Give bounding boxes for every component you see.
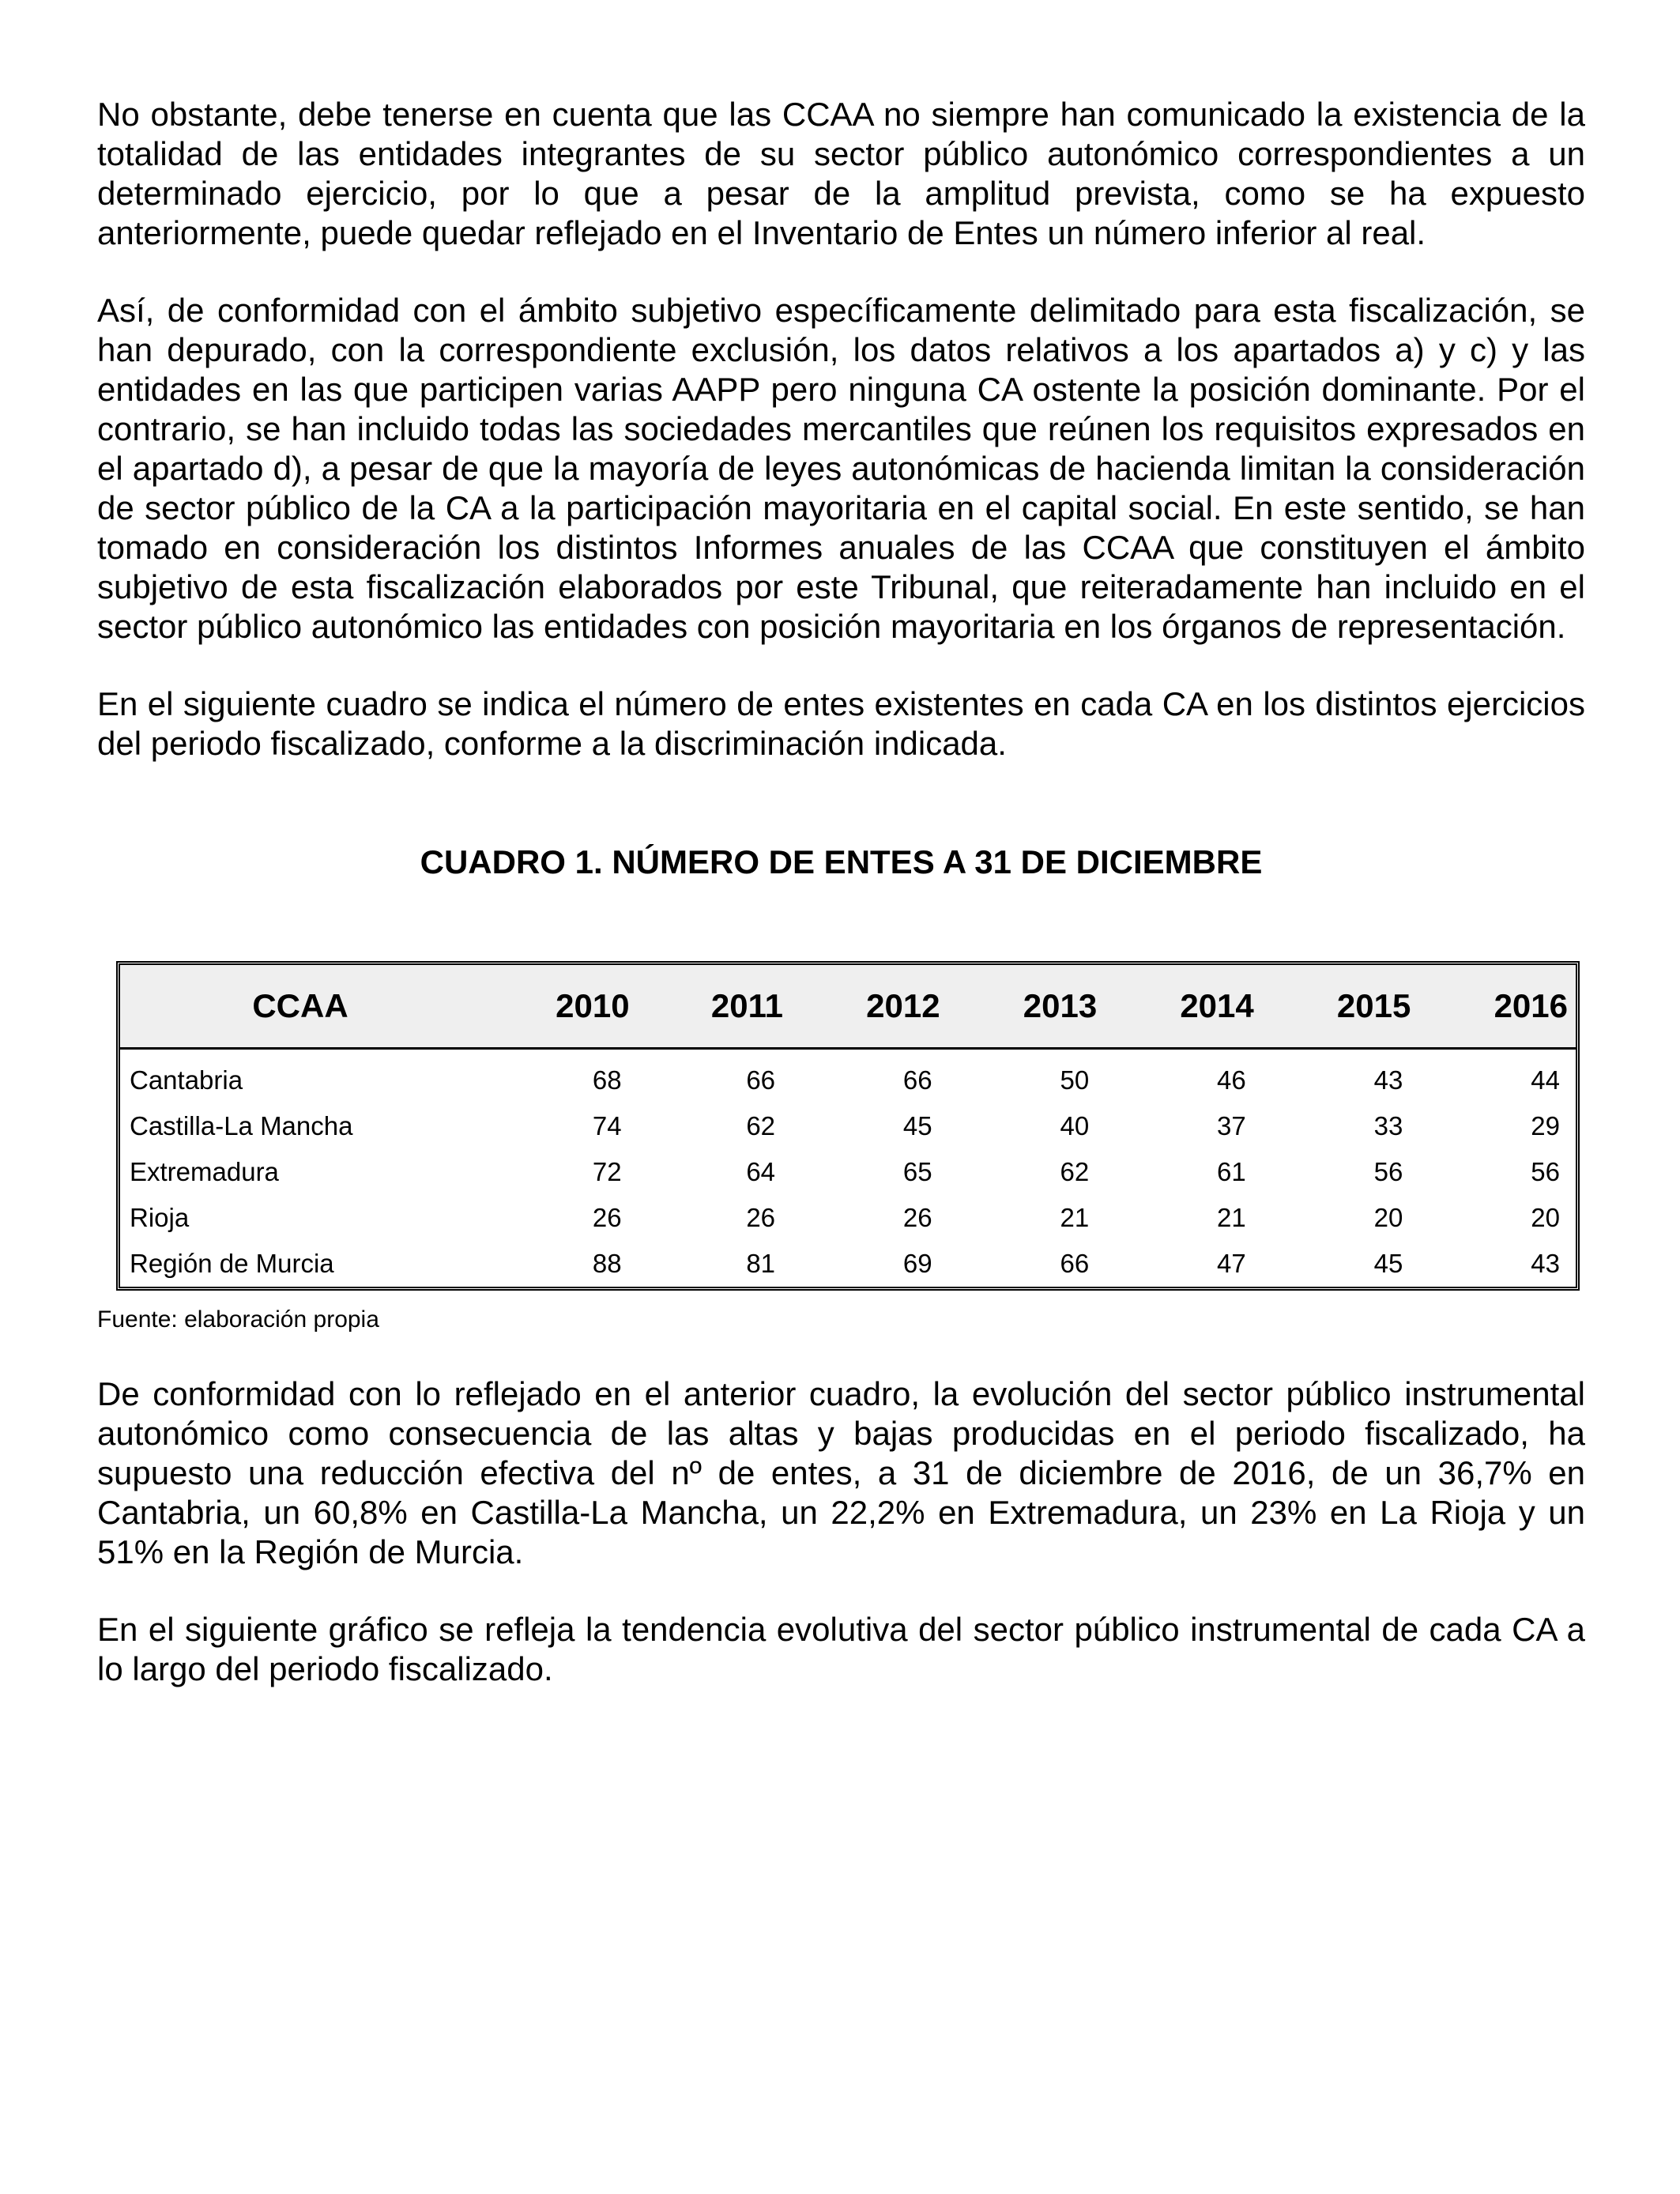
table-cell: 45	[902, 1111, 932, 1140]
table-cell: 29	[1531, 1111, 1560, 1140]
table-row	[120, 1103, 1576, 1149]
header-2016: 2016	[1418, 965, 1576, 1049]
table-cell: 88	[592, 1249, 622, 1278]
paragraph-5: En el siguiente gráfico se refleja la tendencia evolutiva del sector público instrumental de cada CA a lo largo del periodo fiscalizado.	[97, 1611, 1585, 1687]
table-cell: 66	[902, 1065, 932, 1095]
paragraph-4: De conformidad con lo reflejado en el anterior cuadro, la evolución del sector público instrumental autonómico como consecuencia de las altas y bajas producidas en el periodo fiscalizado, ha supuesto una reducción efectiva del nº de entes, a 31 de diciembre de 2016, de un 36,7% en Cantabria, un 60,8% en Castilla-La Mancha, un 22,2% en Extremadura, un 23% en La Rioja y un 51% en la Región de Murcia.	[97, 1375, 1585, 1570]
table-cell: 20	[1373, 1203, 1403, 1232]
table-cell: 61	[1217, 1157, 1246, 1186]
table-cell: 21	[1060, 1203, 1090, 1232]
table-cell: 46	[1217, 1065, 1246, 1095]
table-cell: 26	[746, 1203, 776, 1232]
paragraph-1: No obstante, debe tenerse en cuenta que las CCAA no siempre han comunicado la existencia de la totalidad de las entidades integrantes de su sector público autonómico correspondientes a un determinado ejercicio, por lo que a pesar de la amplitud prevista, como se ha expuesto anteriormente, puede quedar reflejado en el Inventario de Entes un número inferior al real.	[97, 96, 1585, 251]
table-cell: 47	[1217, 1249, 1246, 1278]
table-cell: 64	[746, 1157, 776, 1186]
table-cell: 56	[1373, 1157, 1403, 1186]
entities-table-frame	[116, 961, 1580, 1291]
table-cell: 56	[1531, 1157, 1560, 1186]
table-source: Fuente: elaboración propia	[97, 1306, 379, 1333]
table-cell: 62	[1060, 1157, 1090, 1186]
table-row	[120, 1195, 1576, 1241]
table-cell: 45	[1373, 1249, 1403, 1278]
table-cell: 21	[1217, 1203, 1246, 1232]
header-2011: 2011	[638, 965, 791, 1049]
table-cell: 50	[1060, 1065, 1090, 1095]
table-cell: 66	[1060, 1249, 1090, 1278]
table-cell: 69	[902, 1249, 932, 1278]
table-cell: 20	[1531, 1203, 1560, 1232]
table-cell: 26	[592, 1203, 622, 1232]
table-cell: 66	[746, 1065, 776, 1095]
table-row	[120, 1241, 1576, 1287]
table-row	[120, 1149, 1576, 1195]
header-2010: 2010	[480, 965, 638, 1049]
paragraph-2: Así, de conformidad con el ámbito subjetivo específicamente delimitado para esta fiscalización, se han depurado, con la correspondiente exclusión, los datos relativos a los apartados a) y c) y las entidades en las que participen varias AAPP pero ninguna CA ostente la posición dominante. Por el contrario, se han incluido todas las sociedades mercantiles que reúnen los requisitos expresados en el apartado d), a pesar de que la mayoría de leyes autonómicas de hacienda limitan la consideración de sector público de la CA a la participación mayoritaria en el capital social. En este sentido, se han tomado en consideración los distintos Informes anuales de las CCAA que constituyen el ámbito subjetivo de esta fiscalización elaborados por este Tribunal, que reiteradamente han incluido en el sector público autonómico las entidades con posición mayoritaria en los órganos de representación.	[97, 292, 1585, 645]
header-ccaa: CCAA	[120, 965, 480, 1049]
table-cell: 40	[1060, 1111, 1090, 1140]
row-name: Región de Murcia	[130, 1249, 334, 1278]
table-title: CUADRO 1. NÚMERO DE ENTES A 31 DE DICIEMBRE	[420, 843, 1263, 880]
table-cell: 81	[746, 1249, 776, 1278]
table-cell: 74	[592, 1111, 622, 1140]
table-cell: 43	[1373, 1065, 1403, 1095]
row-name: Rioja	[130, 1203, 190, 1232]
table-cell: 65	[902, 1157, 932, 1186]
table-cell: 68	[592, 1065, 622, 1095]
table-cell: 33	[1373, 1111, 1403, 1140]
row-name: Cantabria	[130, 1065, 243, 1095]
row-name: Extremadura	[130, 1157, 279, 1186]
table-cell: 72	[592, 1157, 622, 1186]
entities-table	[120, 965, 1576, 1287]
table-cell: 62	[746, 1111, 776, 1140]
header-2013: 2013	[948, 965, 1106, 1049]
table-row	[120, 1049, 1576, 1104]
header-2012: 2012	[791, 965, 948, 1049]
paragraph-3: En el siguiente cuadro se indica el número de entes existentes en cada CA en los distintos ejercicios del periodo fiscalizado, conforme a la discriminación indicada.	[97, 685, 1585, 762]
table-cell: 37	[1217, 1111, 1246, 1140]
document-page	[97, 95, 1585, 1689]
table-cell: 43	[1531, 1249, 1560, 1278]
table-cell: 44	[1531, 1065, 1560, 1095]
row-name: Castilla-La Mancha	[130, 1111, 353, 1140]
header-2015: 2015	[1262, 965, 1419, 1049]
table-header-row	[120, 965, 1576, 1049]
header-2014: 2014	[1105, 965, 1262, 1049]
table-cell: 26	[902, 1203, 932, 1232]
